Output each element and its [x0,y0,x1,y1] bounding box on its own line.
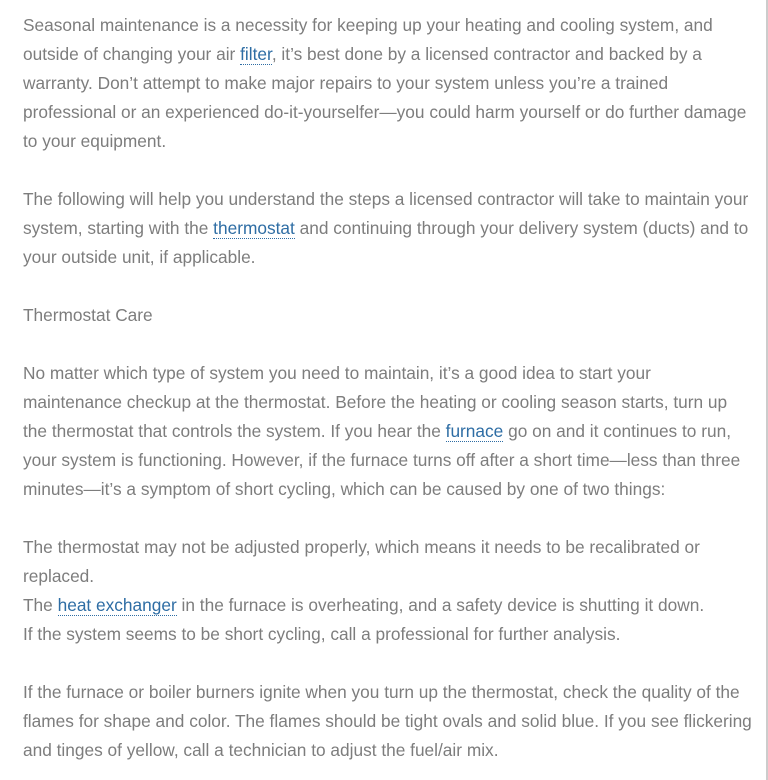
cause-thermostat-adjustment: The thermostat may not be adjusted properly, which means it needs to be recalibrated or replaced. [23,537,700,586]
filter-link[interactable]: filter [240,44,272,64]
heat-exchanger-link[interactable]: heat exchanger [57,595,177,615]
thermostat-paragraph: No matter which type of system you need to maintain, it’s a good idea to start your maintenance checkup at the thermostat. Before the heating or cooling season starts, turn up the thermostat that controls the system. If you hear the furnace go on and it continues to run, your system is functioning. However, if the furnace turns off after a short time—less than three minutes—it’s a symptom of short cycling, which can be caused by one of two things: [23,363,741,499]
short-cycling-advice: If the system seems to be short cycling, call a professional for further analysis. [23,624,621,644]
furnace-link[interactable]: furnace [445,421,504,441]
thermostat-link[interactable]: thermostat [213,218,295,238]
intro-paragraph: Seasonal maintenance is a necessity for keeping up your heating and cooling system, and outside of changing your air filter, it’s best done by a licensed contractor and backed by a warranty. Don’t attempt to make major repairs to your system unless you’re a trained professional or an experienced do-it-yourselfer—you could harm yourself or do further damage to your equipment. [23,15,747,151]
section-heading-thermostat-care: Thermostat Care [23,305,153,325]
article-body [23,11,753,765]
steps-intro-paragraph: The following will help you understand the steps a licensed contractor will take to maintain your system, starting with the thermostat and continuing through your delivery system (ducts) and to your outside unit, if applicable. [23,189,749,267]
cause-heat-exchanger: The heat exchanger in the furnace is overheating, and a safety device is shutting it down. [23,595,705,615]
burner-paragraph: If the furnace or boiler burners ignite when you turn up the thermostat, check the quality of the flames for shape and color. The flames should be tight ovals and solid blue. If you see flickering and tinges of yellow, call a technician to adjust the fuel/air mix. [23,682,752,760]
